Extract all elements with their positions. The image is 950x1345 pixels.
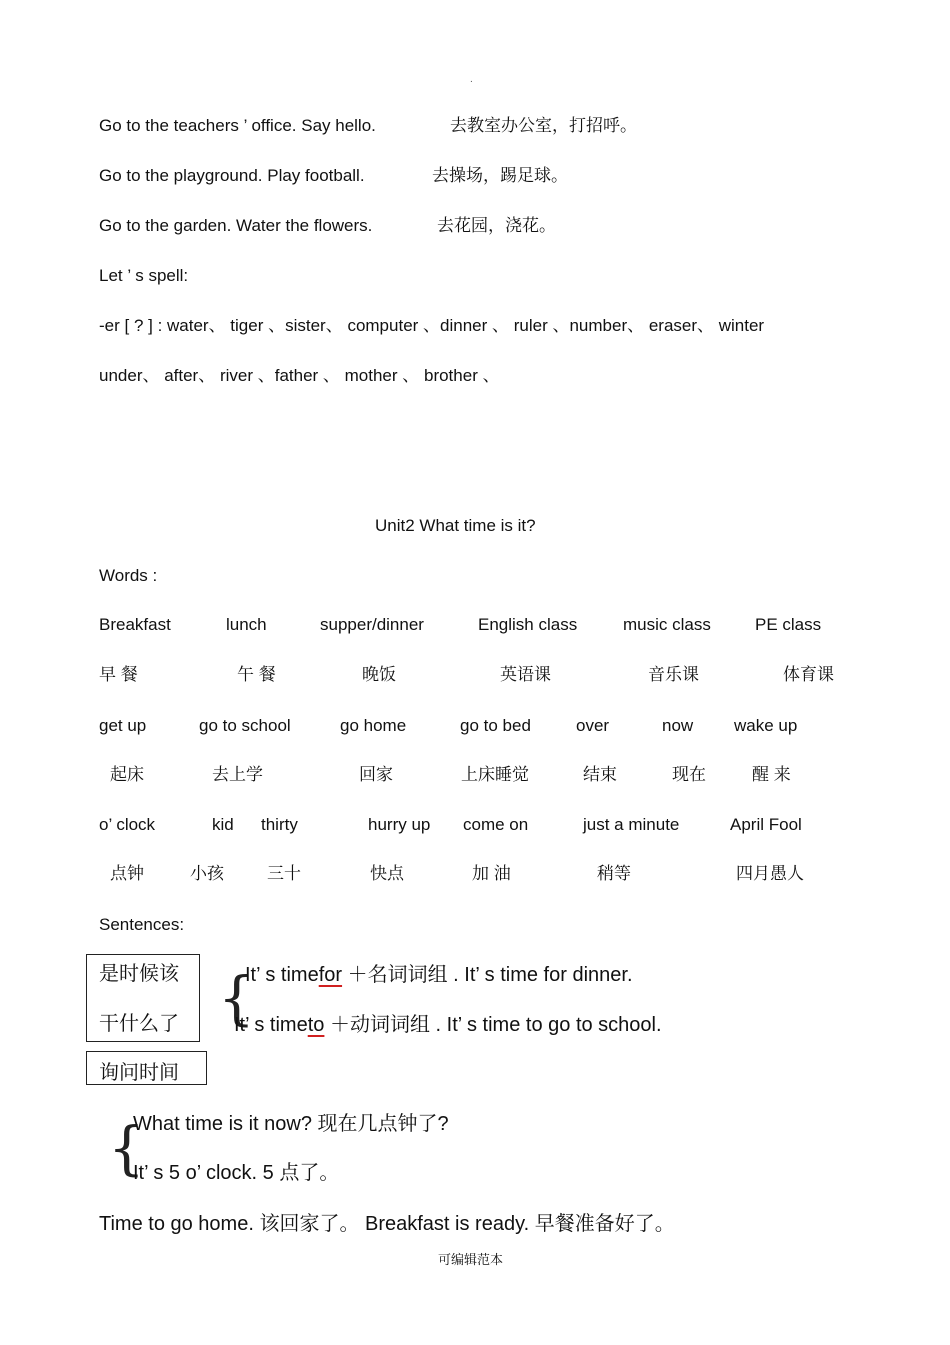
word-zh: 现在 <box>672 765 706 784</box>
pattern-keyword-to: to <box>307 1014 325 1036</box>
word-en: supper/dinner <box>320 615 424 634</box>
word-zh: 快点 <box>370 864 404 883</box>
word-zh: 午 餐 <box>237 665 276 684</box>
line-garden-en: Go to the garden. Water the flowers. <box>99 216 373 235</box>
word-en: go to school <box>199 716 291 735</box>
sentences-heading: Sentences: <box>99 915 185 934</box>
pattern-time-for-post: ＋名词词组 . It’ s time for dinner. <box>342 964 633 986</box>
pattern-time-for <box>245 963 633 987</box>
word-en: get up <box>99 716 147 735</box>
word-zh: 上床睡觉 <box>461 765 529 784</box>
word-en: hurry up <box>368 815 431 834</box>
word-zh: 点钟 <box>110 864 144 883</box>
unit-title: Unit2 What time is it? <box>375 516 536 535</box>
spell-line-1: -er [ ? ] : water、 tiger 、sister、 computer 、dinner 、 ruler 、number、 eraser、 winter <box>99 316 765 335</box>
brace-icon: { <box>108 1114 145 1182</box>
pattern-time-to <box>234 1013 662 1037</box>
line-playground-zh: 去操场，踢足球。 <box>432 166 568 185</box>
word-en: Breakfast <box>99 615 171 634</box>
word-zh: 稍等 <box>597 864 631 883</box>
time-for-box-line-2: 干什么了 <box>99 1013 179 1035</box>
word-en: over <box>576 716 610 735</box>
line-teachers-office-en: Go to the teachers ’ office. Say hello. <box>99 116 376 135</box>
ask-time-box-label: 询问时间 <box>99 1062 179 1084</box>
word-zh: 三十 <box>267 864 301 883</box>
word-zh: 醒 来 <box>752 765 791 784</box>
word-zh: 体育课 <box>783 665 834 684</box>
word-zh: 回家 <box>359 765 393 784</box>
word-zh: 去上学 <box>212 765 263 784</box>
header-mark: . <box>470 74 473 85</box>
word-zh: 英语课 <box>500 665 551 684</box>
word-zh: 音乐课 <box>648 665 699 684</box>
word-en: lunch <box>226 615 267 634</box>
word-zh: 结束 <box>583 765 617 784</box>
word-zh: 四月愚人 <box>736 864 804 883</box>
ask-time-question: What time is it now? 现在几点钟了? <box>133 1113 449 1135</box>
word-en: PE class <box>755 615 822 634</box>
pattern-time-to-pre: It’ s time <box>234 1014 308 1036</box>
word-zh: 加 油 <box>472 864 511 883</box>
brace-icon: { <box>218 964 255 1032</box>
time-for-box-line-1: 是时候该 <box>99 963 179 985</box>
footer-text: 可编辑范本 <box>438 1252 504 1267</box>
line-playground-en: Go to the playground. Play football. <box>99 166 365 185</box>
word-en: o’ clock <box>99 815 156 834</box>
word-zh: 小孩 <box>190 864 224 883</box>
word-en: now <box>662 716 694 735</box>
word-en: come on <box>463 815 529 834</box>
pattern-keyword-for: for <box>318 964 343 986</box>
ask-time-answer: It’ s 5 o’ clock. 5 点了。 <box>133 1162 340 1184</box>
word-en: thirty <box>261 815 298 834</box>
word-en: English class <box>478 615 578 634</box>
pattern-time-for-pre: It’ s time <box>245 964 319 986</box>
word-en: April Fool <box>730 815 802 834</box>
words-heading: Words : <box>99 566 158 585</box>
word-en: go home <box>340 716 407 735</box>
word-zh: 起床 <box>110 765 144 784</box>
word-zh: 早 餐 <box>99 665 138 684</box>
line-teachers-office-zh: 去教室办公室，打招呼。 <box>450 116 637 135</box>
word-en: kid <box>212 815 234 834</box>
word-en: wake up <box>734 716 798 735</box>
word-zh: 晚饭 <box>362 665 396 684</box>
spell-heading: Let ’ s spell: <box>99 266 189 285</box>
final-line: Time to go home. 该回家了。 Breakfast is ready. 早餐准备好了。 <box>99 1213 675 1235</box>
spell-line-2: under、 after、 river 、father 、 mother 、 brother 、 <box>99 366 500 385</box>
word-en: just a minute <box>583 815 680 834</box>
word-en: music class <box>623 615 711 634</box>
line-garden-zh: 去花园，浇花。 <box>437 216 556 235</box>
pattern-time-to-post: ＋动词词组 . It’ s time to go to school. <box>324 1014 662 1036</box>
word-en: go to bed <box>460 716 531 735</box>
